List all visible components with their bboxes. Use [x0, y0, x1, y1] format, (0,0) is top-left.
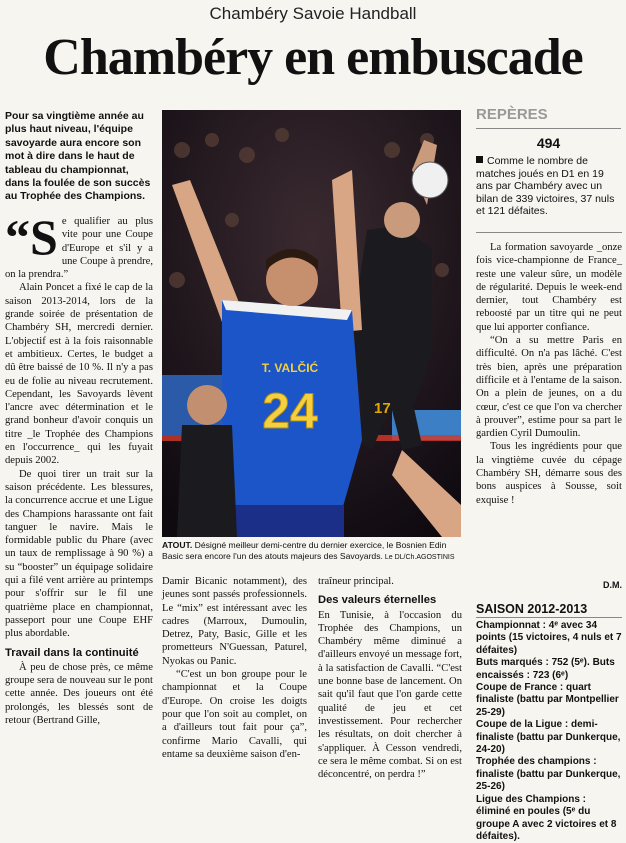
paragraph: Alain Poncet a fixé le cap de la saison 2013-2014, lors de la grande soirée de présentation de Chambéry SH, mercredi dernier. L'objectif est à la fois raisonnable et ambitieux. Certes, le budget a dû être baissé de 10 %. Il n'y a pas eu de folie au niveau recrutement. Cependant, les Savoyards lèvent l'ancre avec détermination et le grand bonheur d'avoir conquis un titre _le Trophée des Champions en l'occurrence_ qui les fuyait depuis 2002.: [5, 282, 153, 467]
reperes-title: REPÈRES: [476, 106, 621, 129]
drop-cap: “S: [5, 209, 58, 265]
bullet-square-icon: [476, 156, 483, 163]
subheading: Des valeurs éternelles: [318, 594, 437, 607]
article-column-4: [476, 241, 622, 507]
opening-paragraph: “S e qualifier au plus vite pour une Coupe d'Europe et s'il y a une Coupe à prendre, on la prendra.”: [5, 209, 153, 281]
paragraph: De quoi tirer un trait sur la saison précédente. Les blessures, la concurrence accrue et une Ligue des Champions harassante ont fait tanguer le navire. Mais le formidable public du Phare (avec un taux de remplissage à 90 %) a su “booster” un équipage solidaire qui a filé vent arrière au printemps pour s'offrir sur le fil une quatrième place en championnat, passeport pour une Coupe EHF plus abordable.: [5, 468, 153, 640]
divider: [476, 232, 622, 233]
stat-line: Coupe de la Ligue : demi-finaliste (battu par Dunkerque, 24-20): [476, 719, 621, 756]
stat-line: Buts marqués : 752 (5ᵉ). Buts encaissés : 723 (6ᵉ): [476, 657, 615, 681]
headline: Chambéry en embuscade: [43, 29, 583, 86]
paragraph: Damir Bicanic notamment), des jeunes sont passés professionnels. Le “mix” est intéressant avec les cadres (Marroux, Dumoulin, Detrez, Paty, Basic, Gille et les prometteurs N'Guessan, Paturel, Nyokas ou Panic.: [162, 576, 307, 667]
opponent-number: 17: [374, 400, 391, 417]
handball-photo-illustration: [162, 110, 461, 537]
reperes-number: 494: [536, 135, 561, 151]
jersey-name: T. VALČIĆ: [261, 361, 319, 375]
subheading: Travail dans la continuité: [5, 646, 139, 659]
article-column-3: [318, 575, 462, 781]
lead-paragraph: Pour sa vingtième année au plus haut niveau, l'équipe savoyarde aura encore son mot à dire dans le haut de tableau du championnat, dans la foulée de son succès au Trophée des Champions.: [5, 110, 151, 203]
saison-stats: [476, 620, 622, 843]
stat-line: Ligue des Champions : éliminé en poules (5ᵉ du groupe A avec 2 victoires et 8 défaites).: [476, 793, 617, 842]
stat-line: Trophée des champions : finaliste (battu par Dunkerque, 25-26): [476, 756, 621, 793]
paragraph: “On a su mettre Paris en difficulté. On n'a pas lâché. C'est très bien, après une préparation difficile et à l'entame de la saison. On a plein de jeunes, on a du cœur, c'est ce que l'on va chercher à prouver”, estime pour sa part le gardien Cyril Dumoulin.: [476, 335, 622, 440]
paragraph: Tous les ingrédients pour que la vingtième cuvée du cépage Chambéry SH, démarre sous des bons auspices à Sousse, soit exquise !: [476, 441, 622, 506]
photo-caption: ATOUT. Désigné meilleur demi-centre du dernier exercice, le Bosnien Edin Basic sera encore l'un des atouts majeurs des Savoyards. Le DL/Ch.AGOSTINIS: [162, 540, 455, 561]
article-column-1: [5, 209, 153, 727]
paragraph: La formation savoyarde _onze fois vice-championne de France_ reste une valeur sûre, un modèle de régularité. Depuis le week-end dernier, tout Chambéry est reboosté par un titre qui ne peut que lui apporter confiance.: [476, 242, 622, 333]
paragraph: “C'est un bon groupe pour le championnat et la Coupe d'Europe. On croise les doigts pour que l'on soit au complet, on a d'ailleurs tout fait pour ça”, confirme Mario Cavalli, qui entame sa deuxième saison d'en-: [162, 669, 307, 760]
article-column-2: [162, 575, 307, 761]
saison-title: SAISON 2012-2013: [476, 602, 622, 618]
stat-line: Championnat : 4ᵉ avec 34 points (15 victoires, 4 nuls et 7 défaites): [476, 620, 622, 656]
reperes-text: Comme le nombre de matches joués en D1 en 19 ans par Chambéry avec un bilan de 339 victoires, 37 nuls et 121 défaites.: [476, 155, 615, 218]
paragraph: En Tunisie, à l'occasion du Trophée des Champions, un Chambéry même diminué a d'ailleurs envoyé un message fort, à la satisfaction de Cavalli. “C'est une bonne base de lancement. On sait qu'il faut que l'on garde cette qualité de jeu et cet investissement. Pour rechercher les résultats, on doit chercher à s'appliquer. À Cesson vendredi, ce sera le même combat. Si on est déconcentré, on perdra !”: [318, 609, 462, 781]
author-signature: D.M.: [603, 580, 622, 590]
paragraph: À peu de chose près, ce même groupe sera de nouveau sur le pont cette année. Des joueurs ont été prolongés, les blessés sont de retour (Bertrand Gille,: [5, 661, 153, 726]
jersey-number: 24: [262, 383, 318, 439]
paragraph: traîneur principal.: [318, 576, 394, 587]
action-photo: [162, 110, 461, 537]
stat-line: Coupe de France : quart finaliste (battu par Montpellier 25-29): [476, 682, 619, 718]
kicker: Chambéry Savoie Handball: [209, 4, 417, 23]
